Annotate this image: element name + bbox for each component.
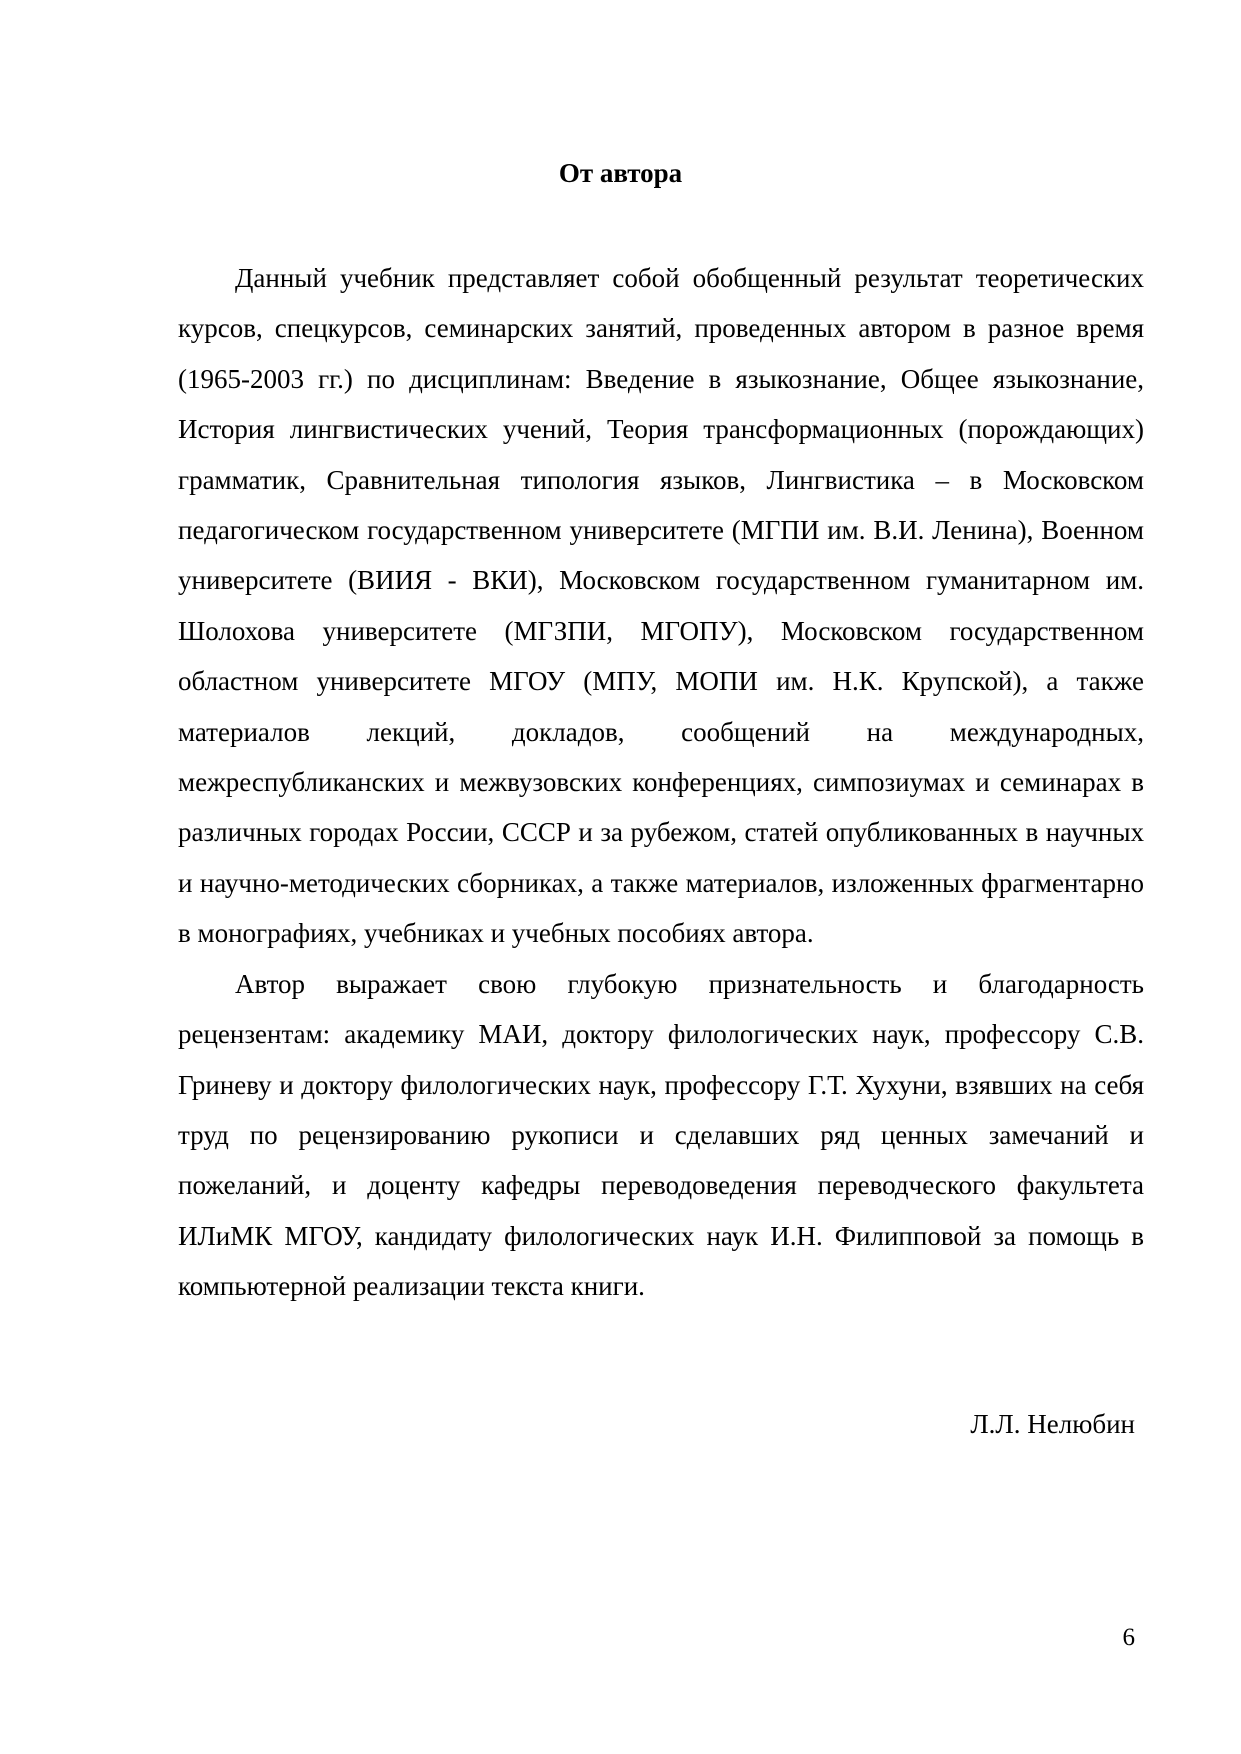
page-number: 6 [1122,1624,1135,1651]
author-signature: Л.Л. Нелюбин [970,1409,1135,1439]
body-text [178,253,1144,1312]
paragraph-1: Данный учебник представляет собой обобщенный результат теоретических курсов, спецкурсов, семинарских занятий, проведенных автором в разное время (1965-2003 гг.) по дисциплинам: Введение в языкознание, Общее языкознание, История лингвистических учений, Теория трансформационных (порождающих) грамматик, Сравнительная типология языков, Лингвистика – в Московском педагогическом государственном университете (МГПИ им. В.И. Ленина), Военном университете (ВИИЯ - ВКИ), Московском государственном гуманитарном им. Шолохова университете (МГЗПИ, МГОПУ), Московском государственном областном университете МГОУ (МПУ, МОПИ им. Н.К. Крупской), а также материалов лекций, докладов, сообщений на международных, межреспубликанских и межвузовских конференциях, симпозиумах и семинарах в различных городах России, СССР и за рубежом, статей опубликованных в научных и научно-методических сборниках, а также материалов, изложенных фрагментарно в монографиях, учебниках и учебных пособиях автора. [178,263,1144,949]
paragraph-2: Автор выражает свою глубокую признательность и благодарность рецензентам: академику МАИ, доктору филологических наук, профессору С.В. Гриневу и доктору филологических наук, профессору Г.Т. Хухуни, взявших на себя труд по рецензированию рукописи и сделавших ряд ценных замечаний и пожеланий, и доценту кафедры переводоведения переводческого факультета ИЛиМК МГОУ, кандидату филологических наук И.Н. Филипповой за помощь в компьютерной реализации текста книги. [178,968,1144,1302]
section-title: От автора [558,158,683,188]
